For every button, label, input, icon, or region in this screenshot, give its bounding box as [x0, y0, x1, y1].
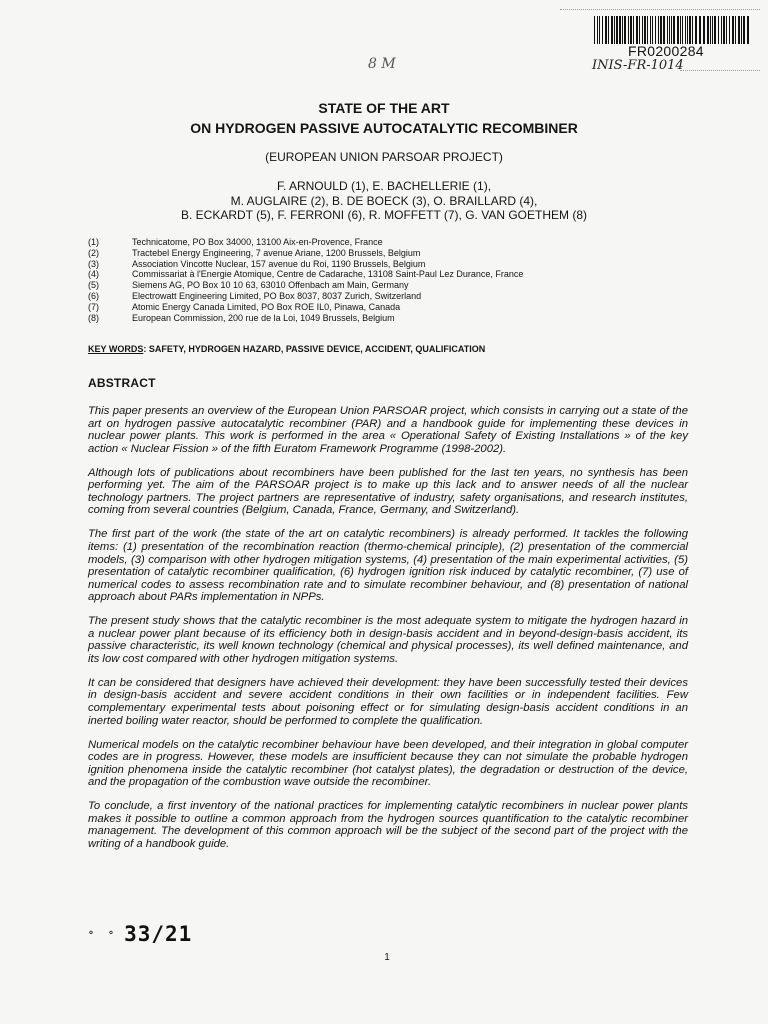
- barcode-bar: [660, 16, 662, 44]
- affiliation-text: Atomic Energy Canada Limited, PO Box ROE IL0, Pinawa, Canada: [132, 301, 401, 312]
- barcode-bar: [628, 16, 629, 44]
- barcode-bar: [644, 16, 646, 44]
- affiliation-number: (4): [88, 269, 99, 280]
- barcode-bar: [726, 16, 727, 44]
- barcode-bar: [602, 16, 603, 44]
- abstract-paragraph: It can be considered that designers have achieved their development: they have been successfully tested their devices in design-basis accident and severe accident conditions in their own facilities or in independent facilities. Few complementary experimental tests about poisoning effect or for simulating design-basis accident conditions in an inerted boiling water reactor, should be performed to complete the qualification.: [88, 676, 688, 727]
- barcode-bar: [663, 16, 665, 44]
- author-list: [0, 179, 768, 223]
- barcode-bar: [639, 16, 640, 44]
- barcode-bar: [692, 16, 693, 44]
- barcode: [592, 16, 752, 46]
- barcode-bar: [611, 16, 613, 44]
- affiliation-item: [88, 302, 688, 313]
- affiliation-item: [88, 237, 688, 248]
- affiliation-number: (1): [88, 237, 99, 247]
- abstract-paragraph: Although lots of publications about recombiners have been published for the last ten years, no synthesis has been performing yet. The aim of the PARSOAR project is to make up this lack and to answer needs of all the nuclear technology partners. The project partners are representative of industry, safety organisations, and research institutes, coming from several countries (Belgium, Canada, France, Germany, and Switzerland).: [88, 466, 688, 517]
- barcode-bar: [650, 16, 651, 44]
- abstract-paragraph: To conclude, a first inventory of the national practices for implementing catalytic recombiners in nuclear power plants makes it possible to outline a common approach from the hydrogen sources quantification to the catalytic recombiner management. The development of this common approach will be the subject of the second part of the project with the writing of a handbook guide.: [88, 800, 688, 850]
- barcode-bar: [608, 16, 609, 44]
- barcode-bar: [642, 16, 643, 44]
- scan-dotted-line: [560, 9, 760, 10]
- affiliation-number: (2): [88, 247, 99, 258]
- affiliation-item: [88, 280, 688, 291]
- handwritten-code: INIS-FR-1014: [592, 58, 684, 73]
- affiliation-item: [88, 313, 688, 324]
- abstract-paragraph: The present study shows that the catalytic recombiner is the most adequate system to mitigate the hydrogen hazard in a nuclear power plant because of its efficiency both in design-basis accident and in beyond-design-basis accident, its passive characteristic, its well known technology (chemical and physical processes), its well defined maintenance, and its low cost compared with other hydrogen mitigation systems.: [88, 615, 688, 665]
- barcode-bar: [721, 16, 722, 44]
- barcode-bar: [695, 16, 697, 44]
- affiliation-text: Tractebel Energy Engineering, 7 avenue Ariane, 1200 Brussels, Belgium: [132, 247, 421, 258]
- page-number: 1: [384, 952, 390, 963]
- affiliation-item: [88, 291, 688, 302]
- barcode-bar: [732, 16, 734, 44]
- barcode-bar: [747, 16, 749, 44]
- barcode-bar: [718, 16, 719, 44]
- affiliation-text: Electrowatt Engineering Limited, PO Box 8037, 8037 Zurich, Switzerland: [132, 290, 422, 301]
- barcode-bar: [703, 16, 705, 44]
- affiliation-number: (8): [88, 312, 99, 323]
- affiliation-item: [88, 259, 688, 270]
- affiliation-list: [88, 237, 688, 323]
- barcode-bar: [712, 16, 713, 44]
- affiliation-item: [88, 269, 688, 280]
- stamp-number: 33/21: [124, 922, 193, 946]
- abstract-heading: ABSTRACT: [88, 376, 156, 390]
- barcode-bar: [633, 16, 634, 44]
- barcode-bar: [677, 16, 679, 44]
- keywords-label: KEY WORDS: [88, 344, 144, 354]
- abstract-paragraph: Numerical models on the catalytic recombiner behaviour have been developed, and their integration in global computer codes are in progress. However, these models are insufficient because they can not simulate the probable hydrogen ignition phenomena inside the catalytic recombiner (hot catalyst plates), the degradation or destruction of the device, and the propagation of the combustion wave outside the recombiner.: [88, 738, 688, 789]
- affiliation-text: Association Vincotte Nuclear, 157 avenue du Roi, 1190 Brussels, Belgium: [132, 258, 426, 269]
- affiliation-number: (5): [88, 280, 99, 291]
- affiliation-number: (3): [88, 258, 99, 269]
- barcode-bar: [741, 16, 742, 44]
- barcode-bar: [729, 16, 730, 44]
- barcode-bar: [685, 16, 686, 44]
- barcode-bar: [599, 16, 600, 44]
- barcode-icon: [592, 16, 752, 46]
- handwritten-mark: 8 M: [368, 56, 396, 72]
- author-line: M. AUGLAIRE (2), B. DE BOECK (3), O. BRAILLARD (4),: [230, 193, 538, 208]
- barcode-bar: [614, 16, 615, 44]
- barcode-bar: [636, 16, 638, 44]
- barcode-bar: [743, 16, 745, 44]
- abstract-body: [88, 405, 688, 862]
- barcode-bar: [671, 16, 672, 44]
- paper-title-line-1: STATE OF THE ART: [318, 100, 450, 116]
- barcode-bar: [647, 16, 648, 44]
- barcode-bar: [652, 16, 653, 44]
- barcode-bar: [738, 16, 740, 44]
- author-line: B. ECKARDT (5), F. FERRONI (6), R. MOFFETT (7), G. VAN GOETHEM (8): [180, 208, 588, 222]
- barcode-bar: [667, 16, 668, 44]
- stamp-dots-icon: ° °: [88, 929, 119, 941]
- barcode-bar: [710, 16, 711, 44]
- affiliation-number: (7): [88, 301, 99, 312]
- barcode-bar: [622, 16, 623, 44]
- affiliation-text: European Commission, 200 rue de la Loi, 1049 Brussels, Belgium: [132, 312, 395, 323]
- barcode-bar: [723, 16, 725, 44]
- barcode-bar: [597, 16, 598, 44]
- affiliation-text: Commissariat à l'Energie Atomique, Centre de Cadarache, 13108 Saint-Paul Lez Durance, France: [132, 269, 524, 280]
- paper-subtitle: (EUROPEAN UNION PARSOAR PROJECT): [265, 150, 503, 164]
- barcode-bar: [658, 16, 659, 44]
- barcode-bar: [594, 16, 595, 44]
- barcode-bar: [624, 16, 626, 44]
- keywords-line: [88, 344, 688, 354]
- barcode-bar: [689, 16, 691, 44]
- abstract-paragraph: This paper presents an overview of the European Union PARSOAR project, which consists in carrying out a state of the art on hydrogen passive autocatalytic recombiner (PAR) and a handbook guide for implementing these devices in nuclear power plants. This work is performed in the area « Operational Safety of Existing Installations » of the key action « Nuclear Fission » of the fifth Euratom Framework Programme (1998-2002).: [88, 405, 688, 455]
- barcode-bar: [714, 16, 716, 44]
- page-stamp: [88, 922, 192, 946]
- barcode-bar: [680, 16, 681, 44]
- affiliation-item: [88, 248, 688, 259]
- barcode-bar: [673, 16, 675, 44]
- author-line: F. ARNOULD (1), E. BACHELLERIE (1),: [276, 179, 492, 193]
- barcode-bar: [655, 16, 656, 44]
- barcode-bar: [735, 16, 736, 44]
- barcode-bar: [682, 16, 683, 44]
- barcode-bar: [669, 16, 670, 44]
- barcode-bar: [616, 16, 618, 44]
- barcode-bar: [630, 16, 632, 44]
- paper-title-line-2: ON HYDROGEN PASSIVE AUTOCATALYTIC RECOMBINER: [190, 120, 578, 136]
- keywords-text: : SAFETY, HYDROGEN HAZARD, PASSIVE DEVICE, ACCIDENT, QUALIFICATION: [143, 344, 486, 354]
- scan-dotted-line: [680, 70, 760, 71]
- report-number: FR0200284: [628, 43, 704, 59]
- barcode-bar: [687, 16, 688, 44]
- barcode-bar: [619, 16, 621, 44]
- affiliation-text: Technicatome, PO Box 34000, 13100 Aix-en-Provence, France: [132, 237, 383, 247]
- affiliation-number: (6): [88, 290, 99, 301]
- affiliation-text: Siemens AG, PO Box 10 10 63, 63010 Offenbach am Main, Germany: [132, 280, 409, 291]
- barcode-bar: [707, 16, 709, 44]
- barcode-bar: [699, 16, 701, 44]
- abstract-paragraph: The first part of the work (the state of the art on catalytic recombiners) is already performed. It tackles the following items: (1) presentation of the recombination reaction (thermo-chemical principle), (2) presentation of the commercial models, (3) comparison with other hydrogen mitigation systems, (4) presentation of the main experimental activities, (5) presentation of catalytic recombiner qualification, (6) hydrogen ignition risk induced by catalytic recombiner, (7) use of numerical codes to assess recombination rate and to simulate recombiner behaviour, and (8) presentation of national approach about PARs implementation in NPPs.: [88, 528, 688, 604]
- barcode-bar: [605, 16, 607, 44]
